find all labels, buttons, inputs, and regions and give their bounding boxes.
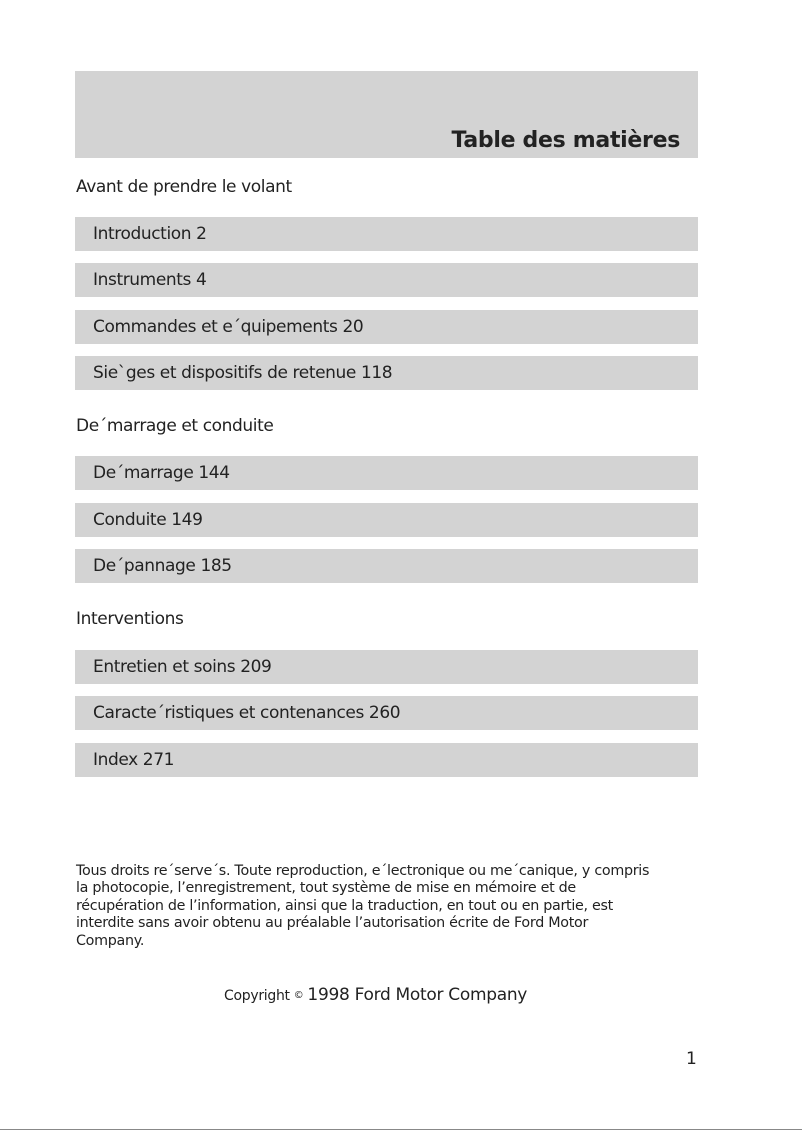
copyright-line (224, 985, 527, 1005)
toc-entry[interactable] (75, 503, 698, 537)
toc-entry-label: Introduction 2 (93, 224, 207, 244)
toc-entry[interactable] (75, 650, 698, 684)
toc-entry[interactable] (75, 310, 698, 344)
toc-entry-label: Index 271 (93, 750, 175, 770)
toc-entry-label: De´pannage 185 (93, 556, 232, 576)
toc-entry-label: Entretien et soins 209 (93, 657, 272, 677)
toc-entry-label: Instruments 4 (93, 270, 207, 290)
toc-entry[interactable] (75, 356, 698, 390)
page-title: Table des matières (451, 128, 680, 153)
toc-entry-label: De´marrage 144 (93, 463, 230, 483)
toc-entry-label: Conduite 149 (93, 510, 203, 530)
page-number: 1 (686, 1049, 697, 1069)
toc-entry-label: Caracte´ristiques et contenances 260 (93, 703, 401, 723)
toc-entry[interactable] (75, 743, 698, 777)
toc-entry-label: Commandes et e´quipements 20 (93, 317, 364, 337)
legal-line: interdite sans avoir obtenu au préalable l’autorisation écrite de Ford Motor (76, 915, 589, 932)
toc-entry[interactable] (75, 263, 698, 297)
legal-line: Company. (76, 932, 145, 949)
legal-line: Tous droits re´serve´s. Toute reproduction, e´lectronique ou me´canique, y compris (76, 863, 650, 879)
toc-entry[interactable] (75, 549, 698, 583)
legal-line: la photocopie, l’enregistrement, tout système de mise en mémoire et de (76, 880, 576, 897)
page-bottom-divider (0, 1129, 802, 1130)
copyright-icon: © (293, 990, 304, 1001)
toc-entry[interactable] (75, 456, 698, 490)
legal-notice (76, 863, 706, 950)
section-heading: De´marrage et conduite (76, 416, 274, 436)
toc-entry-label: Sie`ges et dispositifs de retenue 118 (93, 363, 393, 383)
copyright-label: Copyright (224, 988, 290, 1004)
section-heading: Interventions (76, 609, 184, 629)
legal-line: récupération de l’information, ainsi que la traduction, en tout ou en partie, est (76, 897, 613, 914)
section-heading: Avant de prendre le volant (76, 177, 292, 197)
copyright-text: 1998 Ford Motor Company (307, 985, 528, 1005)
title-banner (75, 71, 698, 158)
toc-entry[interactable] (75, 217, 698, 251)
toc-entry[interactable] (75, 696, 698, 730)
